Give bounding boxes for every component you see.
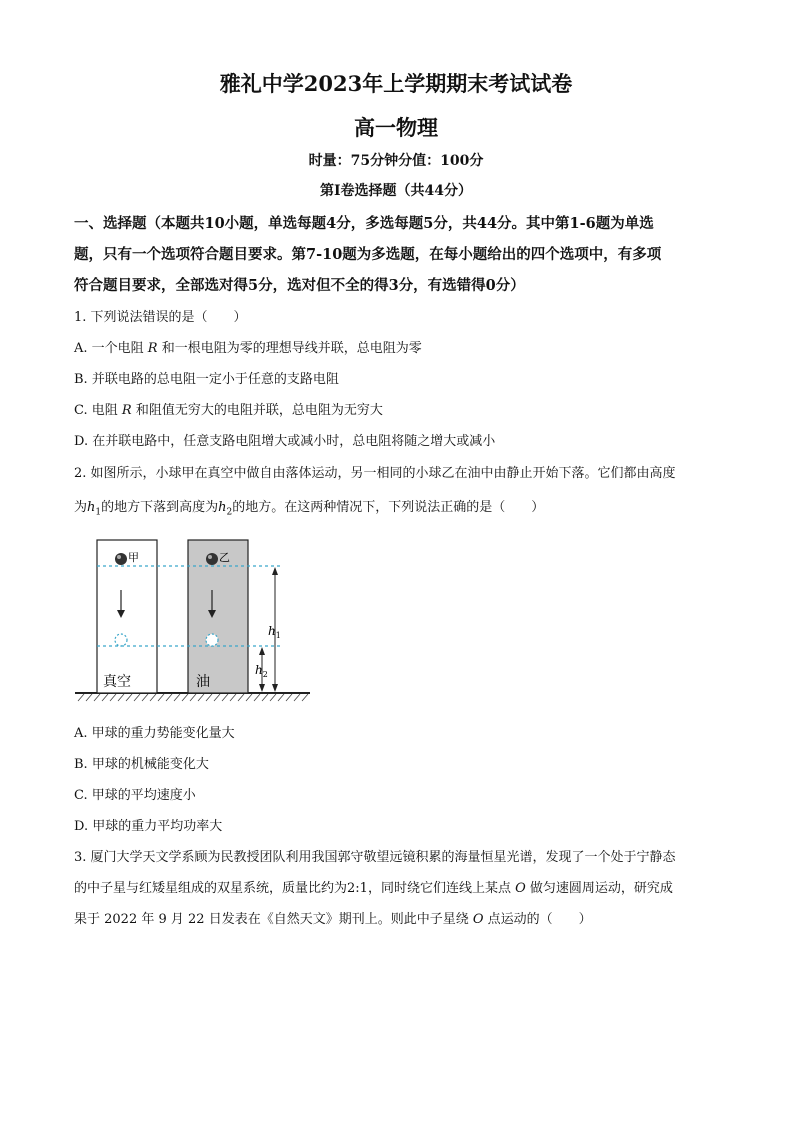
oil-label: 油 — [196, 674, 210, 690]
vacuum-container — [97, 540, 157, 693]
q2-option-b: B. 甲球的机械能变化大 — [74, 757, 209, 772]
q2-option-c: C. 甲球的平均速度小 — [74, 788, 196, 803]
ball-a-label: 甲 — [128, 551, 139, 564]
q2-stem-line-1: 2. 如图所示，小球甲在真空中做自由落体运动，另一相同的小球乙在油中由静止开始下落。它们都由高度 — [74, 466, 676, 481]
q1-option-b: B. 并联电路的总电阻一定小于任意的支路电阻 — [74, 372, 339, 387]
subject-title: 高一物理 — [354, 115, 438, 140]
section-instructions-line-1: 一、选择题（本题共10小题，单选每题4分，多选每题5分，共44分。其中第1-6题为单选 — [74, 215, 654, 232]
section-instructions-line-3: 符合题目要求，全部选对得5分，选对但不全的得3分，有选错得0分） — [74, 277, 525, 294]
h1-label: $h_1$ — [268, 624, 281, 640]
q2-option-a: A. 甲球的重力势能变化量大 — [74, 726, 235, 741]
exam-meta: 时量：75分钟分值：100分 — [308, 153, 484, 169]
exam-title: 雅礼中学2023年上学期期末考试试卷 — [219, 71, 573, 96]
ball-b-end — [206, 634, 218, 646]
oil-container — [188, 540, 248, 693]
section-instructions-line-2: 题，只有一个选项符合题目要求。第7-10题为多选题，在每小题给出的四个选项中，有多项 — [74, 246, 662, 263]
h2-label: $h_2$ — [255, 663, 268, 679]
part-heading: 第Ⅰ卷选择题（共44分） — [319, 183, 473, 199]
q3-stem-line-2: 的中子星与红矮星组成的双星系统，质量比约为2:1，同时绕它们连线上某点 O 做匀速圆周运动，研究成 — [74, 881, 673, 896]
q1-option-d: D. 在并联电路中，任意支路电阻增大或减小时，总电阻将随之增大或减小 — [74, 434, 496, 449]
ground-hatching — [78, 694, 308, 701]
q2-stem-line-2: 为$h_1$的地方下落到高度为$h_2$的地方。在这两种情况下，下列说法正确的是（ ） — [74, 500, 545, 518]
ball-b — [206, 553, 218, 565]
q3-stem-line-1: 3. 厦门大学天文学系顾为民教授团队利用我国郭守敬望远镜积累的海量恒星光谱，发现了一个处于宁静态 — [74, 850, 676, 865]
vacuum-label: 真空 — [103, 674, 131, 690]
ball-b-label: 乙 — [219, 551, 230, 564]
q1-stem: 1. 下列说法错误的是（ ） — [74, 310, 247, 325]
q1-option-a: A. 一个电阻 R 和一根电阻为零的理想导线并联，总电阻为零 — [74, 341, 422, 356]
falling-balls-figure — [70, 535, 320, 705]
q2-option-d: D. 甲球的重力平均功率大 — [74, 819, 223, 834]
ball-a — [115, 553, 127, 565]
q1-option-c: C. 电阻 R 和阻值无穷大的电阻并联，总电阻为无穷大 — [74, 403, 383, 418]
q3-stem-line-3: 果于 2022 年 9 月 22 日发表在《自然天文》期刊上。则此中子星绕 O 点运动的（ ） — [74, 912, 592, 927]
